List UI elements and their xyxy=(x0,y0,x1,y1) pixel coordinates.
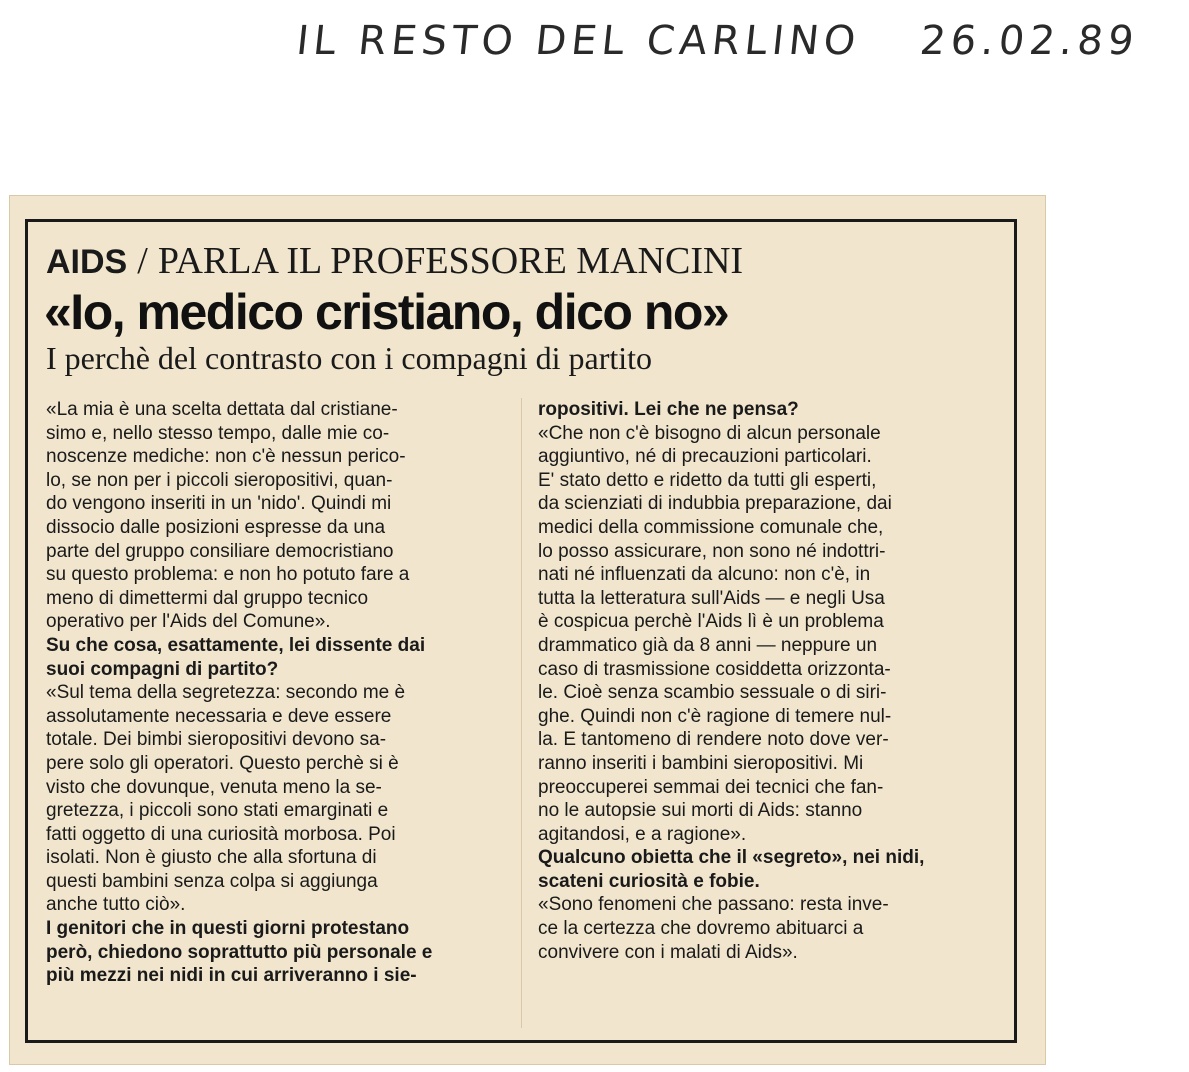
article-kicker xyxy=(46,238,1006,285)
article-line: scateni curiosità e fobie. xyxy=(538,870,760,892)
article-column-right xyxy=(538,398,1000,964)
article-line: «Sul tema della segretezza: secondo me è xyxy=(46,682,406,704)
article-line: gretezza, i piccoli sono stati emarginati e xyxy=(46,800,389,822)
article-line: ranno inseriti i bambini sieropositivi. Mi xyxy=(538,752,864,774)
article-line: isolati. Non è giusto che alla sfortuna di xyxy=(46,847,377,869)
article-line: drammatico già da 8 anni — neppure un xyxy=(538,634,878,656)
article-line: simo e, nello stesso tempo, dalle mie co- xyxy=(46,422,390,444)
article-line: da scienziati di indubbia preparazione, dai xyxy=(538,493,892,515)
article-line: anche tutto ciò». xyxy=(46,894,186,916)
article-line: lo posso assicurare, non sono né indottri- xyxy=(538,540,886,562)
article-line: pere solo gli operatori. Questo perchè si è xyxy=(46,752,399,774)
article-line: do vengono inseriti in un 'nido'. Quindi mi xyxy=(46,493,392,515)
article-line: ropositivi. Lei che ne pensa? xyxy=(538,399,799,420)
article-line: I genitori che in questi giorni protestano xyxy=(46,918,410,940)
article-line: ce la certezza che dovremo abituarci a xyxy=(538,918,864,940)
article-column-left xyxy=(46,398,508,988)
article-line: più mezzi nei nidi in cui arriveranno i sie- xyxy=(46,965,417,987)
article-line: E' stato detto e ridetto da tutti gli esperti, xyxy=(538,469,877,491)
article-subhead: I perchè del contrasto con i compagni di partito xyxy=(46,340,653,376)
article-line: Qualcuno obietta che il «segreto», nei nidi, xyxy=(538,847,925,869)
article-line: fatti oggetto di una curiosità morbosa. Poi xyxy=(46,823,396,845)
article-line: ghe. Quindi non c'è ragione di temere nul- xyxy=(538,705,892,727)
article-line: preoccuperei semmai dei tecnici che fan- xyxy=(538,776,884,798)
article-line: «Che non c'è bisogno di alcun personale xyxy=(538,422,881,444)
article-line: la. E tantomeno di rendere noto dove ver- xyxy=(538,729,889,751)
article-line: «La mia è una scelta dettata dal cristiane- xyxy=(46,399,398,420)
article-line: lo, se non per i piccoli sieropositivi, quan- xyxy=(46,469,393,491)
article-line: operativo per l'Aids del Comune». xyxy=(46,611,331,633)
article-line: no le autopsie sui morti di Aids: stanno xyxy=(538,800,863,822)
article-line: assolutamente necessaria e deve essere xyxy=(46,705,392,727)
article-line: medici della commissione comunale che, xyxy=(538,516,884,538)
article-line: le. Cioè senza scambio sessuale o di siri- xyxy=(538,682,887,704)
article-line: parte del gruppo consiliare democristiano xyxy=(46,540,394,562)
kicker-topic: AIDS xyxy=(46,243,128,281)
kicker-text: PARLA IL PROFESSORE MANCINI xyxy=(157,240,744,282)
article-line: è cospicua perchè l'Aids lì è un problema xyxy=(538,611,884,633)
article-line: agitandosi, e a ragione». xyxy=(538,823,747,845)
article-line: caso di trasmissione cosiddetta orizzonta- xyxy=(538,658,891,680)
article-line: meno di dimettermi dal gruppo tecnico xyxy=(46,587,369,609)
kicker-separator: / xyxy=(137,240,148,282)
article-line: tutta la letteratura sull'Aids — e negli Usa xyxy=(538,587,885,609)
article-line: Su che cosa, esattamente, lei dissente dai xyxy=(46,634,426,656)
article-line: convivere con i malati di Aids». xyxy=(538,941,798,963)
article-line: noscenze mediche: non c'è nessun perico- xyxy=(46,446,406,468)
article-line: però, chiedono soprattutto più personale e xyxy=(46,941,433,963)
article-line: visto che dovunque, venuta meno la se- xyxy=(46,776,382,798)
article-line: suoi compagni di partito? xyxy=(46,658,279,680)
article-line: questi bambini senza colpa si aggiunga xyxy=(46,870,378,892)
handwritten-date: 26.02.89 xyxy=(917,18,1141,64)
article-line: su questo problema: e non ho potuto fare a xyxy=(46,564,410,586)
handwritten-source: IL RESTO DEL CARLINO xyxy=(294,18,863,64)
article-line: aggiuntivo, né di precauzioni particolari. xyxy=(538,446,872,468)
article-headline: «Io, medico cristiano, dico no» xyxy=(44,284,729,340)
article-line: nati né influenzati da alcuno: non c'è, in xyxy=(538,564,871,586)
handwritten-annotation xyxy=(293,18,1179,78)
column-divider xyxy=(521,398,522,1028)
article-line: «Sono fenomeni che passano: resta inve- xyxy=(538,894,889,916)
article-line: totale. Dei bimbi sieropositivi devono sa- xyxy=(46,729,387,751)
article-line: dissocio dalle posizioni espresse da una xyxy=(46,516,386,538)
